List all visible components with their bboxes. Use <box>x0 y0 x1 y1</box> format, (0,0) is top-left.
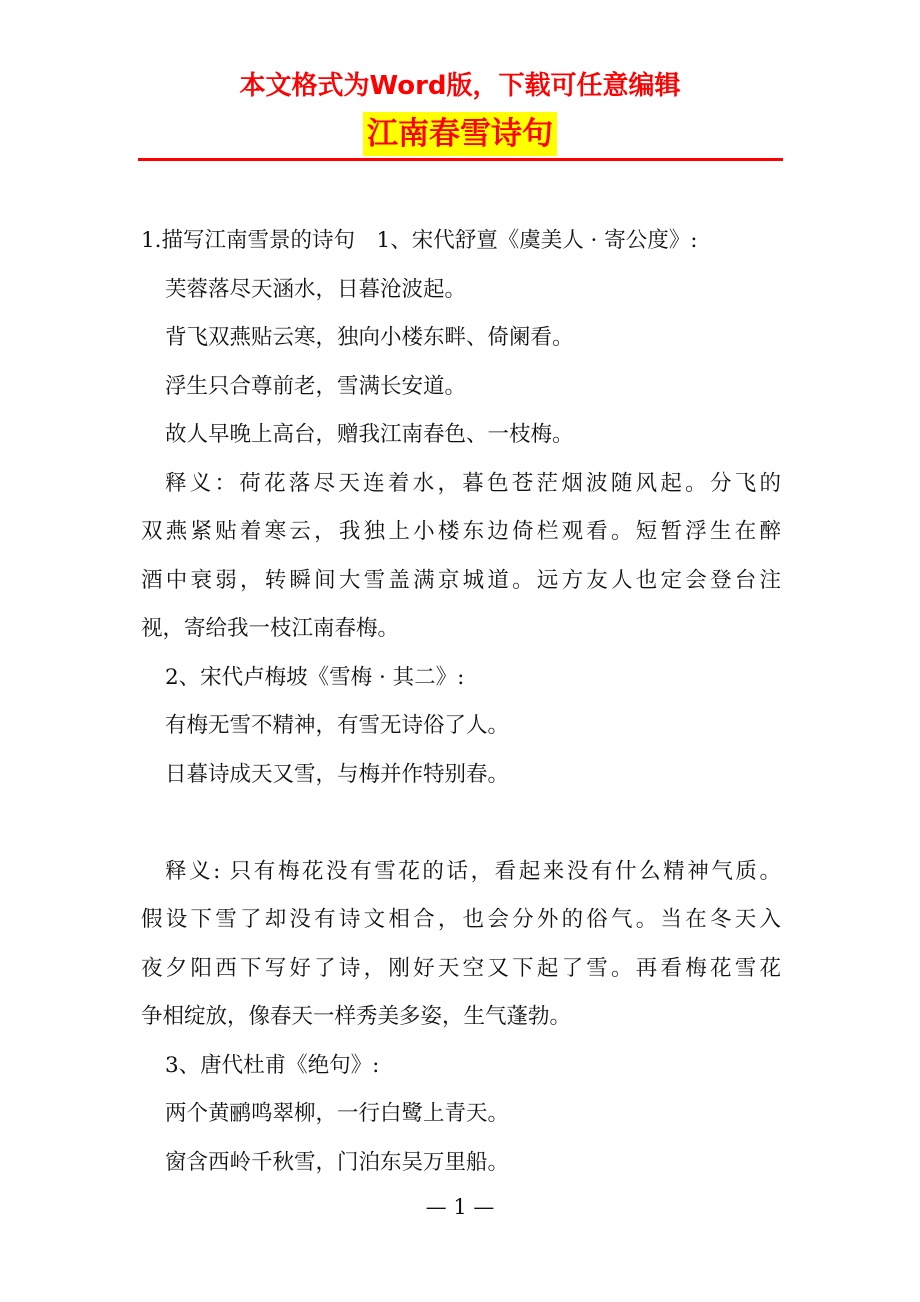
poem-heading: 2、宋代卢梅坡《雪梅 · 其二》: <box>165 664 465 690</box>
document-body <box>141 217 781 1187</box>
explanation-line: 假设下雪了却没有诗文相合，也会分外的俗气。当在冬天入 <box>141 907 781 932</box>
poem-line: 芙蓉落尽天涵水，日暮沧波起。 <box>165 276 467 302</box>
poem-line: 故人早晚上高台，赠我江南春色、一枝梅。 <box>165 422 574 447</box>
poem-line: 背飞双燕贴云寒，独向小楼东畔、倚阑看。 <box>165 325 574 350</box>
explanation-line: 夜夕阳西下写好了诗，刚好天空又下起了雪。再看梅花雪花 <box>141 955 781 981</box>
explanation-line: 视，寄给我一枝江南春梅。 <box>141 616 400 641</box>
explanation-line: 双燕紧贴着寒云，我独上小楼东边倚栏观看。短暂浮生在醉 <box>141 519 781 544</box>
section-heading: 1.描写江南雪景的诗句 1、宋代舒亶《虞美人 · 寄公度》: <box>141 228 698 253</box>
poem-heading: 3、唐代杜甫《绝句》: <box>165 1052 380 1078</box>
title-divider <box>138 158 783 161</box>
blank-line <box>141 799 781 848</box>
explanation-line: 释义：荷花落尽天连着水，暮色苍茫烟波随风起。分飞的 <box>165 470 781 496</box>
page-number: — 1 — <box>425 1195 495 1219</box>
poem-line: 有梅无雪不精神，有雪无诗俗了人。 <box>165 713 510 738</box>
explanation-line: 释义: 只有梅花没有雪花的话，看起来没有什么精神气质。 <box>165 858 781 884</box>
poem-line: 日暮诗成天又雪，与梅并作特别春。 <box>165 761 510 787</box>
title-wrapper <box>0 112 920 156</box>
explanation-line: 争相绽放，像春天一样秀美多姿，生气蓬勃。 <box>141 1004 572 1029</box>
explanation-line: 酒中衰弱，转瞬间大雪盖满京城道。远方友人也定会登台注 <box>141 567 781 593</box>
poem-line: 窗含西岭千秋雪，门泊东吴万里船。 <box>165 1149 510 1175</box>
poem-line: 浮生只合尊前老，雪满长安道。 <box>165 373 467 399</box>
document-title: 江南春雪诗句 <box>363 112 557 156</box>
document-banner: 本文格式为Word版，下载可任意编辑 <box>239 71 681 101</box>
poem-line: 两个黄鹂鸣翠柳，一行白鹭上青天。 <box>165 1101 510 1126</box>
